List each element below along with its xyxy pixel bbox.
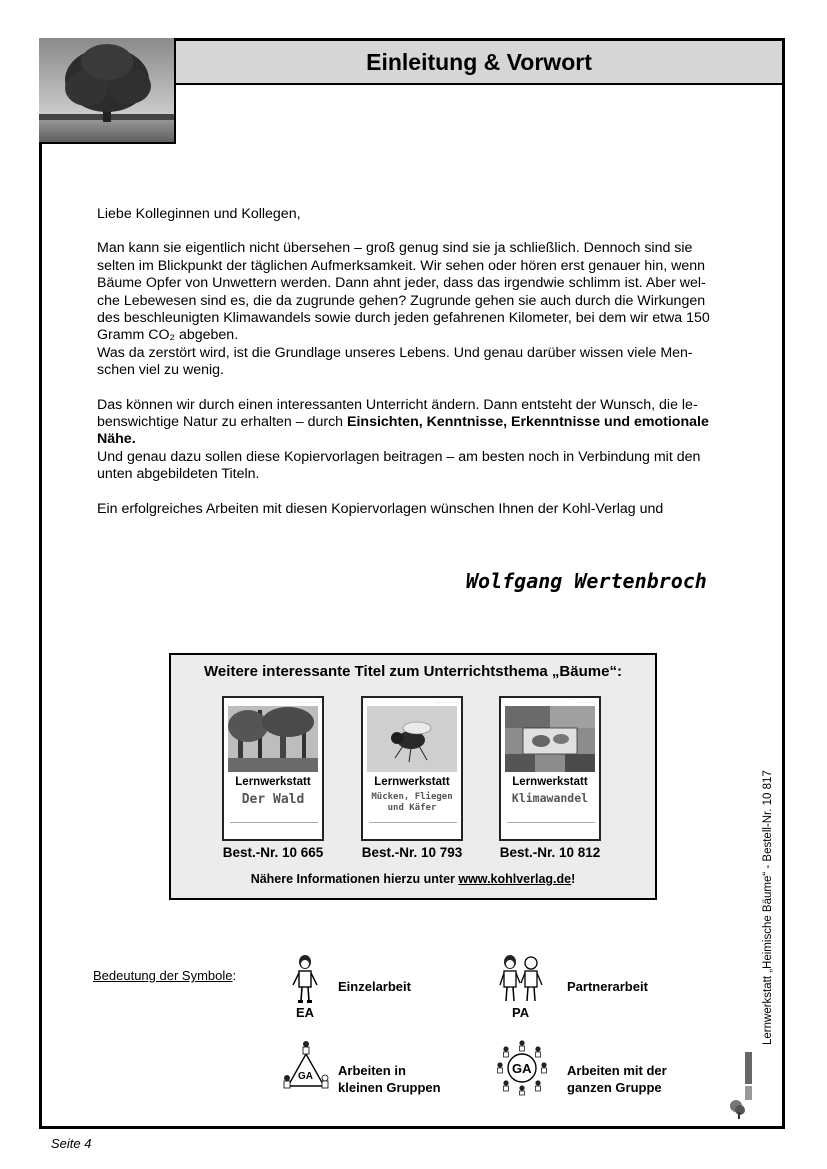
book-subtitle: Klimawandel: [511, 791, 589, 805]
further-titles-box: [169, 653, 657, 900]
text-line: che Lebewesen sind es, die da zugrunde gehen? Zugrunde gehen sie auch durch die Wirkungen: [97, 292, 706, 309]
text-line: [97, 414, 737, 431]
kohl-verlag-logo-icon: [728, 1050, 754, 1120]
symbol-label-ganze-gruppe: [567, 1062, 667, 1096]
book-footer-decoration: [369, 822, 457, 833]
symbol-label-partnerarbeit: [567, 978, 648, 995]
two-persons-icon: [498, 953, 544, 1005]
insect-image: [367, 706, 457, 772]
book-cover-klimawandel[interactable]: [499, 696, 601, 841]
label-line: Arbeiten mit der: [567, 1063, 667, 1078]
more-info-text: Nähere Informationen hierzu unter: [250, 872, 459, 886]
single-person-icon: [290, 953, 320, 1005]
text-line: Man kann sie eigentlich nicht übersehen – groß genug sind sie ja schließlich. Dennoch sind sie: [97, 240, 693, 257]
label-line: Einzelarbeit: [338, 979, 411, 994]
letter-paragraph-2: [97, 397, 737, 484]
publisher-mark: · · · · · · · · ·: [574, 700, 595, 705]
text-emphasis: Nähe.: [97, 431, 136, 448]
symbol-code-ga-small: GA: [298, 1071, 313, 1082]
more-info-line: [171, 872, 655, 886]
legend-title-text: Bedeutung der Symbole: [93, 968, 233, 983]
publisher-mark: · · · · · · · · ·: [436, 700, 457, 705]
small-group-icon: [282, 1040, 330, 1094]
side-order-info: Lernwerkstatt „Heimische Bäume“ - Bestell-Nr. 10 817: [762, 770, 774, 1045]
text-line: des beschleunigten Klimawandels sowie durch jeden gefahrenen Kilometer, bei dem wir etwa 150: [97, 310, 710, 327]
order-number: Best.-Nr. 10 665: [222, 845, 324, 860]
publisher-mark: · · · · · · · · ·: [297, 700, 318, 705]
letter-paragraph-1: [97, 240, 737, 379]
book-cover-muecken[interactable]: [361, 696, 463, 841]
order-number: Best.-Nr. 10 793: [361, 845, 463, 860]
symbol-code-ea: EA: [296, 1005, 315, 1020]
text-line: schen viel zu wenig.: [97, 362, 224, 379]
climate-collage-image: [505, 706, 595, 772]
letter-greeting: Liebe Kolleginnen und Kollegen,: [97, 206, 301, 222]
subtitle-line: und Käfer: [387, 803, 437, 813]
book-subtitle: [363, 792, 461, 814]
letter-body: [97, 206, 737, 535]
header-tree-image: [39, 38, 176, 144]
text-plain: benswichtige Natur zu erhalten – durch: [97, 414, 347, 431]
label-line: kleinen Gruppen: [338, 1080, 441, 1095]
page-title-bar: [176, 41, 782, 85]
symbol-code-pa: PA: [512, 1005, 530, 1020]
label-line: Arbeiten in: [338, 1063, 406, 1078]
author-signature: Wolfgang Wertenbroch: [466, 569, 707, 593]
text-line: selten im Blickpunkt der täglichen Aufmerksamkeit. Wir sehen oder hören erst genauer hin, wenn: [97, 257, 706, 274]
text-line: [97, 431, 737, 448]
text-line: Und genau dazu sollen diese Kopiervorlagen beitragen – am besten noch in Verbindung mit den: [97, 448, 701, 465]
forest-image: [228, 706, 318, 772]
text-emphasis: Einsichten, Kenntnisse, Erkenntnisse und emotionale: [347, 414, 709, 431]
symbols-legend-title: [93, 968, 236, 983]
book-subtitle: Der Wald: [241, 792, 305, 807]
legend-title-suffix: :: [232, 968, 237, 983]
page-title: Einleitung & Vorwort: [366, 48, 592, 75]
letter-paragraph-3: Ein erfolgreiches Arbeiten mit diesen Kopiervorlagen wünschen Ihnen der Kohl-Verlag und: [97, 500, 664, 517]
book-footer-decoration: [507, 822, 595, 833]
more-info-end: !: [571, 872, 576, 886]
text-line: Bäume Opfer von Unwettern werden. Dann ahnt jeder, dass das irgendwie schlimm ist. Aber wel-: [97, 275, 706, 292]
book-series-label: Lernwerkstatt: [235, 776, 311, 788]
book-series-label: Lernwerkstatt: [374, 776, 450, 788]
symbol-label-kleine-gruppen: [338, 1062, 441, 1096]
label-line: ganzen Gruppe: [567, 1080, 662, 1095]
text-line: Gramm CO₂ abgeben.: [97, 327, 239, 344]
book-series-label: Lernwerkstatt: [512, 776, 588, 788]
page-number: Seite 4: [51, 1136, 92, 1151]
book-footer-decoration: [230, 822, 318, 833]
symbol-label-einzelarbeit: [338, 978, 411, 995]
text-line: Was da zerstört wird, ist die Grundlage unseres Lebens. Und genau darüber wissen viele Men-: [97, 344, 693, 361]
order-number: Best.-Nr. 10 812: [499, 845, 601, 860]
text-line: unten abgebildeten Titeln.: [97, 466, 260, 483]
text-line: Das können wir durch einen interessanten Unterricht ändern. Dann entsteht der Wunsch, die le-: [97, 396, 698, 413]
label-line: Partnerarbeit: [567, 979, 648, 994]
further-titles-heading: Weitere interessante Titel zum Unterrichtsthema „Bäume“:: [204, 663, 622, 680]
subtitle-line: Mücken, Fliegen: [371, 792, 453, 802]
symbol-code-ga-whole: GA: [512, 1061, 532, 1076]
publisher-website-link[interactable]: www.kohlverlag.de: [458, 872, 572, 886]
book-cover-der-wald[interactable]: [222, 696, 324, 841]
